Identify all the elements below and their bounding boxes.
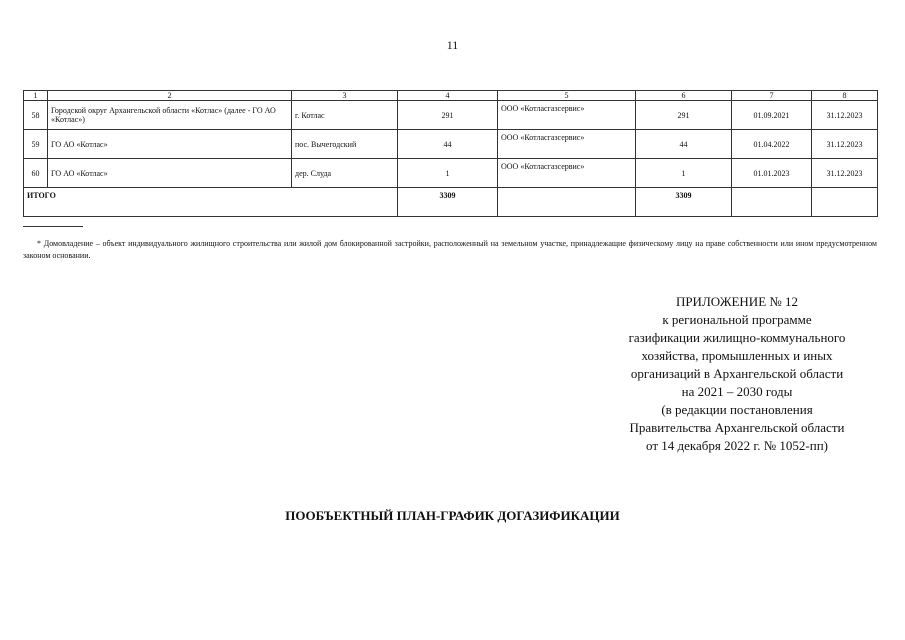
table-row <box>24 159 878 188</box>
settlement-cell: пос. Вычегодский <box>292 130 398 159</box>
column-header: 7 <box>732 91 812 101</box>
footnote: * Домовладение – объект индивидуального жилищного строительства или жилой дом блокированной застройки, расположенный на земельном участке, принадлежащие физическому лицу на праве собственности или ином предусмотренном законом основании. <box>23 239 877 260</box>
end-date-cell: 31.12.2023 <box>812 101 878 130</box>
appendix-line: ПРИЛОЖЕНИЕ № 12 <box>675 294 799 309</box>
start-date-cell: 01.09.2021 <box>732 101 812 130</box>
table-header-row <box>24 91 878 101</box>
column-header: 2 <box>48 91 292 101</box>
operator-cell: ООО «Котласгазсервис» <box>498 130 636 159</box>
start-date-cell: 01.01.2023 <box>732 159 812 188</box>
row-number: 58 <box>24 101 48 130</box>
empty-cell <box>812 188 878 217</box>
count-cell: 1 <box>398 159 498 188</box>
operator-cell: ООО «Котласгазсервис» <box>498 101 636 130</box>
operator-cell: ООО «Котласгазсервис» <box>498 159 636 188</box>
municipality-cell: ГО АО «Котлас» <box>48 130 292 159</box>
column-header: 5 <box>498 91 636 101</box>
appendix-line: Правительства Архангельской области <box>629 420 845 435</box>
total-label: ИТОГО <box>24 188 398 217</box>
row-number: 59 <box>24 130 48 159</box>
gasification-table <box>23 90 878 217</box>
count-cell: 291 <box>398 101 498 130</box>
count2-cell: 291 <box>636 101 732 130</box>
end-date-cell: 31.12.2023 <box>812 130 878 159</box>
appendix-line: (в редакции постановления <box>661 402 813 417</box>
footnote-divider <box>23 226 83 227</box>
page-number: 11 <box>446 38 459 52</box>
empty-cell <box>732 188 812 217</box>
settlement-cell: дер. Слуда <box>292 159 398 188</box>
document-title: ПООБЪЕКТНЫЙ ПЛАН-ГРАФИК ДОГАЗИФИКАЦИИ <box>285 508 620 523</box>
count-cell: 44 <box>398 130 498 159</box>
table-row <box>24 101 878 130</box>
count2-cell: 1 <box>636 159 732 188</box>
column-header: 3 <box>292 91 398 101</box>
total-row <box>24 188 878 217</box>
appendix-line: хозяйства, промышленных и иных <box>641 348 833 363</box>
column-header: 4 <box>398 91 498 101</box>
table-row <box>24 130 878 159</box>
appendix-line: от 14 декабря 2022 г. № 1052-пп) <box>646 438 828 453</box>
column-header: 8 <box>812 91 878 101</box>
appendix-line: организаций в Архангельской области <box>630 366 844 381</box>
start-date-cell: 01.04.2022 <box>732 130 812 159</box>
row-number: 60 <box>24 159 48 188</box>
count2-cell: 44 <box>636 130 732 159</box>
municipality-cell: ГО АО «Котлас» <box>48 159 292 188</box>
column-header: 6 <box>636 91 732 101</box>
appendix-line: на 2021 – 2030 годы <box>681 384 793 399</box>
column-header: 1 <box>24 91 48 101</box>
settlement-cell: г. Котлас <box>292 101 398 130</box>
municipality-cell: Городской округ Архангельской области «Котлас» (далее - ГО АО «Котлас») <box>48 101 292 130</box>
total-count2: 3309 <box>636 188 732 217</box>
end-date-cell: 31.12.2023 <box>812 159 878 188</box>
empty-cell <box>498 188 636 217</box>
appendix-header <box>592 293 882 455</box>
total-count: 3309 <box>398 188 498 217</box>
appendix-line: к региональной программе <box>662 312 812 327</box>
appendix-line: газификации жилищно-коммунального <box>628 330 846 345</box>
